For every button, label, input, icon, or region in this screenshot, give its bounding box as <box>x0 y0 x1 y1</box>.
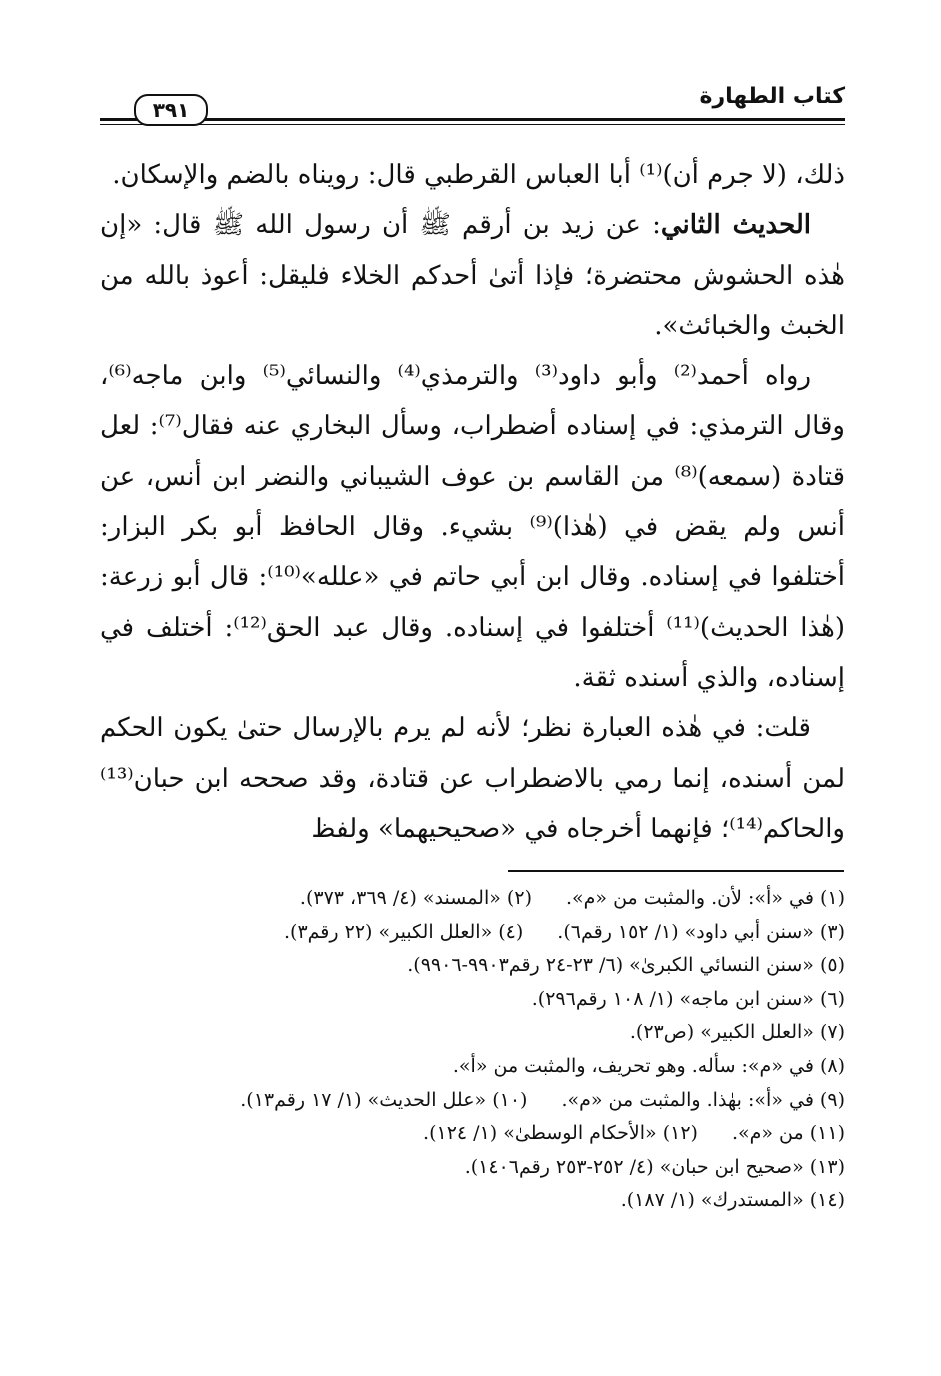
footnote-9: (٩) في «أ»: بهٰذا. والمثبت من «م». <box>561 1088 845 1111</box>
footnote-5: (٥) «سنن النسائي الكبرىٰ» (٦/ ٢٣-٢٤ رقم٩٩٠٣-٩٩٠٦). <box>407 954 845 977</box>
paragraph-1: ذلك، (لا جرم أن)⁽¹⁾ أبا العباس القرطبي قال: رويناه بالضم والإسكان. <box>112 160 845 190</box>
footnote-10: (١٠) «علل الحديث» (١/ ١٧ رقم١٣). <box>240 1088 528 1111</box>
hadith-heading: الحديث الثاني <box>660 210 811 241</box>
footnote-1: (١) في «أ»: لأن. والمثبت من «م». <box>565 887 845 909</box>
footnote-4: (٤) «العلل الكبير» (٢٢ رقم٣). <box>283 920 524 943</box>
footnotes <box>100 882 845 1218</box>
footnote-row <box>100 983 845 1017</box>
header-rule <box>100 118 845 121</box>
footnote-2: (٢) «المسند» (٤/ ٣٦٩، ٣٧٣). <box>299 887 532 909</box>
paragraph-2-text: : عن زيد بن أرقم ﷺ أن رسول الله ﷺ قال: «إن هٰذه الحشوش محتضرة؛ فإذا أتىٰ أحدكم الخلاء فليقل: أعوذ بالله من الخبث والخبائث». <box>100 210 845 341</box>
footnote-row <box>100 1016 845 1050</box>
footnote-13: (١٣) «صحيح ابن حبان» (٤/ ٢٥٢-٢٥٣ رقم١٤٠٦). <box>464 1155 845 1178</box>
main-text <box>100 150 845 854</box>
footnote-row <box>100 882 845 916</box>
paragraph-4: قلت: في هٰذه العبارة نظر؛ لأنه لم يرم بالإرسال حتىٰ يكون الحكم لمن أسنده، إنما رمي بالاضطراب عن قتادة، وقد صححه ابن حبان⁽¹³⁾ والحاكم⁽¹⁴⁾؛ فإنهما أخرجاه في «صحيحيهما» ولفظ <box>100 713 845 844</box>
page-number: ٣٩١ <box>134 94 208 126</box>
footnote-7: (٧) «العلل الكبير» (ص٢٣). <box>629 1021 845 1044</box>
footnote-12: (١٢) «الأحكام الوسطىٰ» (١/ ١٢٤). <box>423 1122 698 1145</box>
footnote-6: (٦) «سنن ابن ماجه» (١/ ١٠٨ رقم٢٩٦). <box>531 987 845 1010</box>
footnote-row <box>100 916 845 950</box>
footnote-11: (١١) من «م». <box>731 1122 845 1145</box>
paragraph-2 <box>100 200 845 351</box>
chapter-title: كتاب الطهارة <box>699 84 845 109</box>
footnote-row <box>100 1117 845 1151</box>
header-rule-thin <box>100 124 845 125</box>
footnote-row <box>100 1084 845 1118</box>
footnote-row <box>100 1050 845 1084</box>
footnote-row <box>100 949 845 983</box>
page-header <box>100 78 845 132</box>
footnote-row <box>100 1151 845 1185</box>
footnote-3: (٣) «سنن أبي داود» (١/ ١٥٢ رقم٦). <box>557 920 845 943</box>
footnote-row <box>100 1184 845 1218</box>
paragraph-3: رواه أحمد⁽²⁾ وأبو داود⁽³⁾ والترمذي⁽⁴⁾ والنسائي⁽⁵⁾ وابن ماجه⁽⁶⁾، وقال الترمذي: في إسناده أضطراب، وسأل البخاري عنه فقال⁽⁷⁾: لعل قتادة (سمعه)⁽⁸⁾ من القاسم بن عوف الشيباني والنضر ابن أنس، عن أنس ولم يقض في (هٰذا)⁽⁹⁾ بشيء. وقال الحافظ أبو بكر البزار: أختلفوا في إسناده. وقال ابن أبي حاتم في «علله»⁽¹⁰⁾: قال أبو زرعة: (هٰذا الحديث)⁽¹¹⁾ أختلفوا في إسناده. وقال عبد الحق⁽¹²⁾: أختلف في إسناده، والذي أسنده ثقة. <box>100 361 846 693</box>
footnote-14: (١٤) «المستدرك» (١/ ١٨٧). <box>620 1189 845 1212</box>
footnote-separator <box>508 870 844 872</box>
footnote-8: (٨) في «م»: سأله. وهو تحريف، والمثبت من «أ». <box>452 1054 845 1077</box>
